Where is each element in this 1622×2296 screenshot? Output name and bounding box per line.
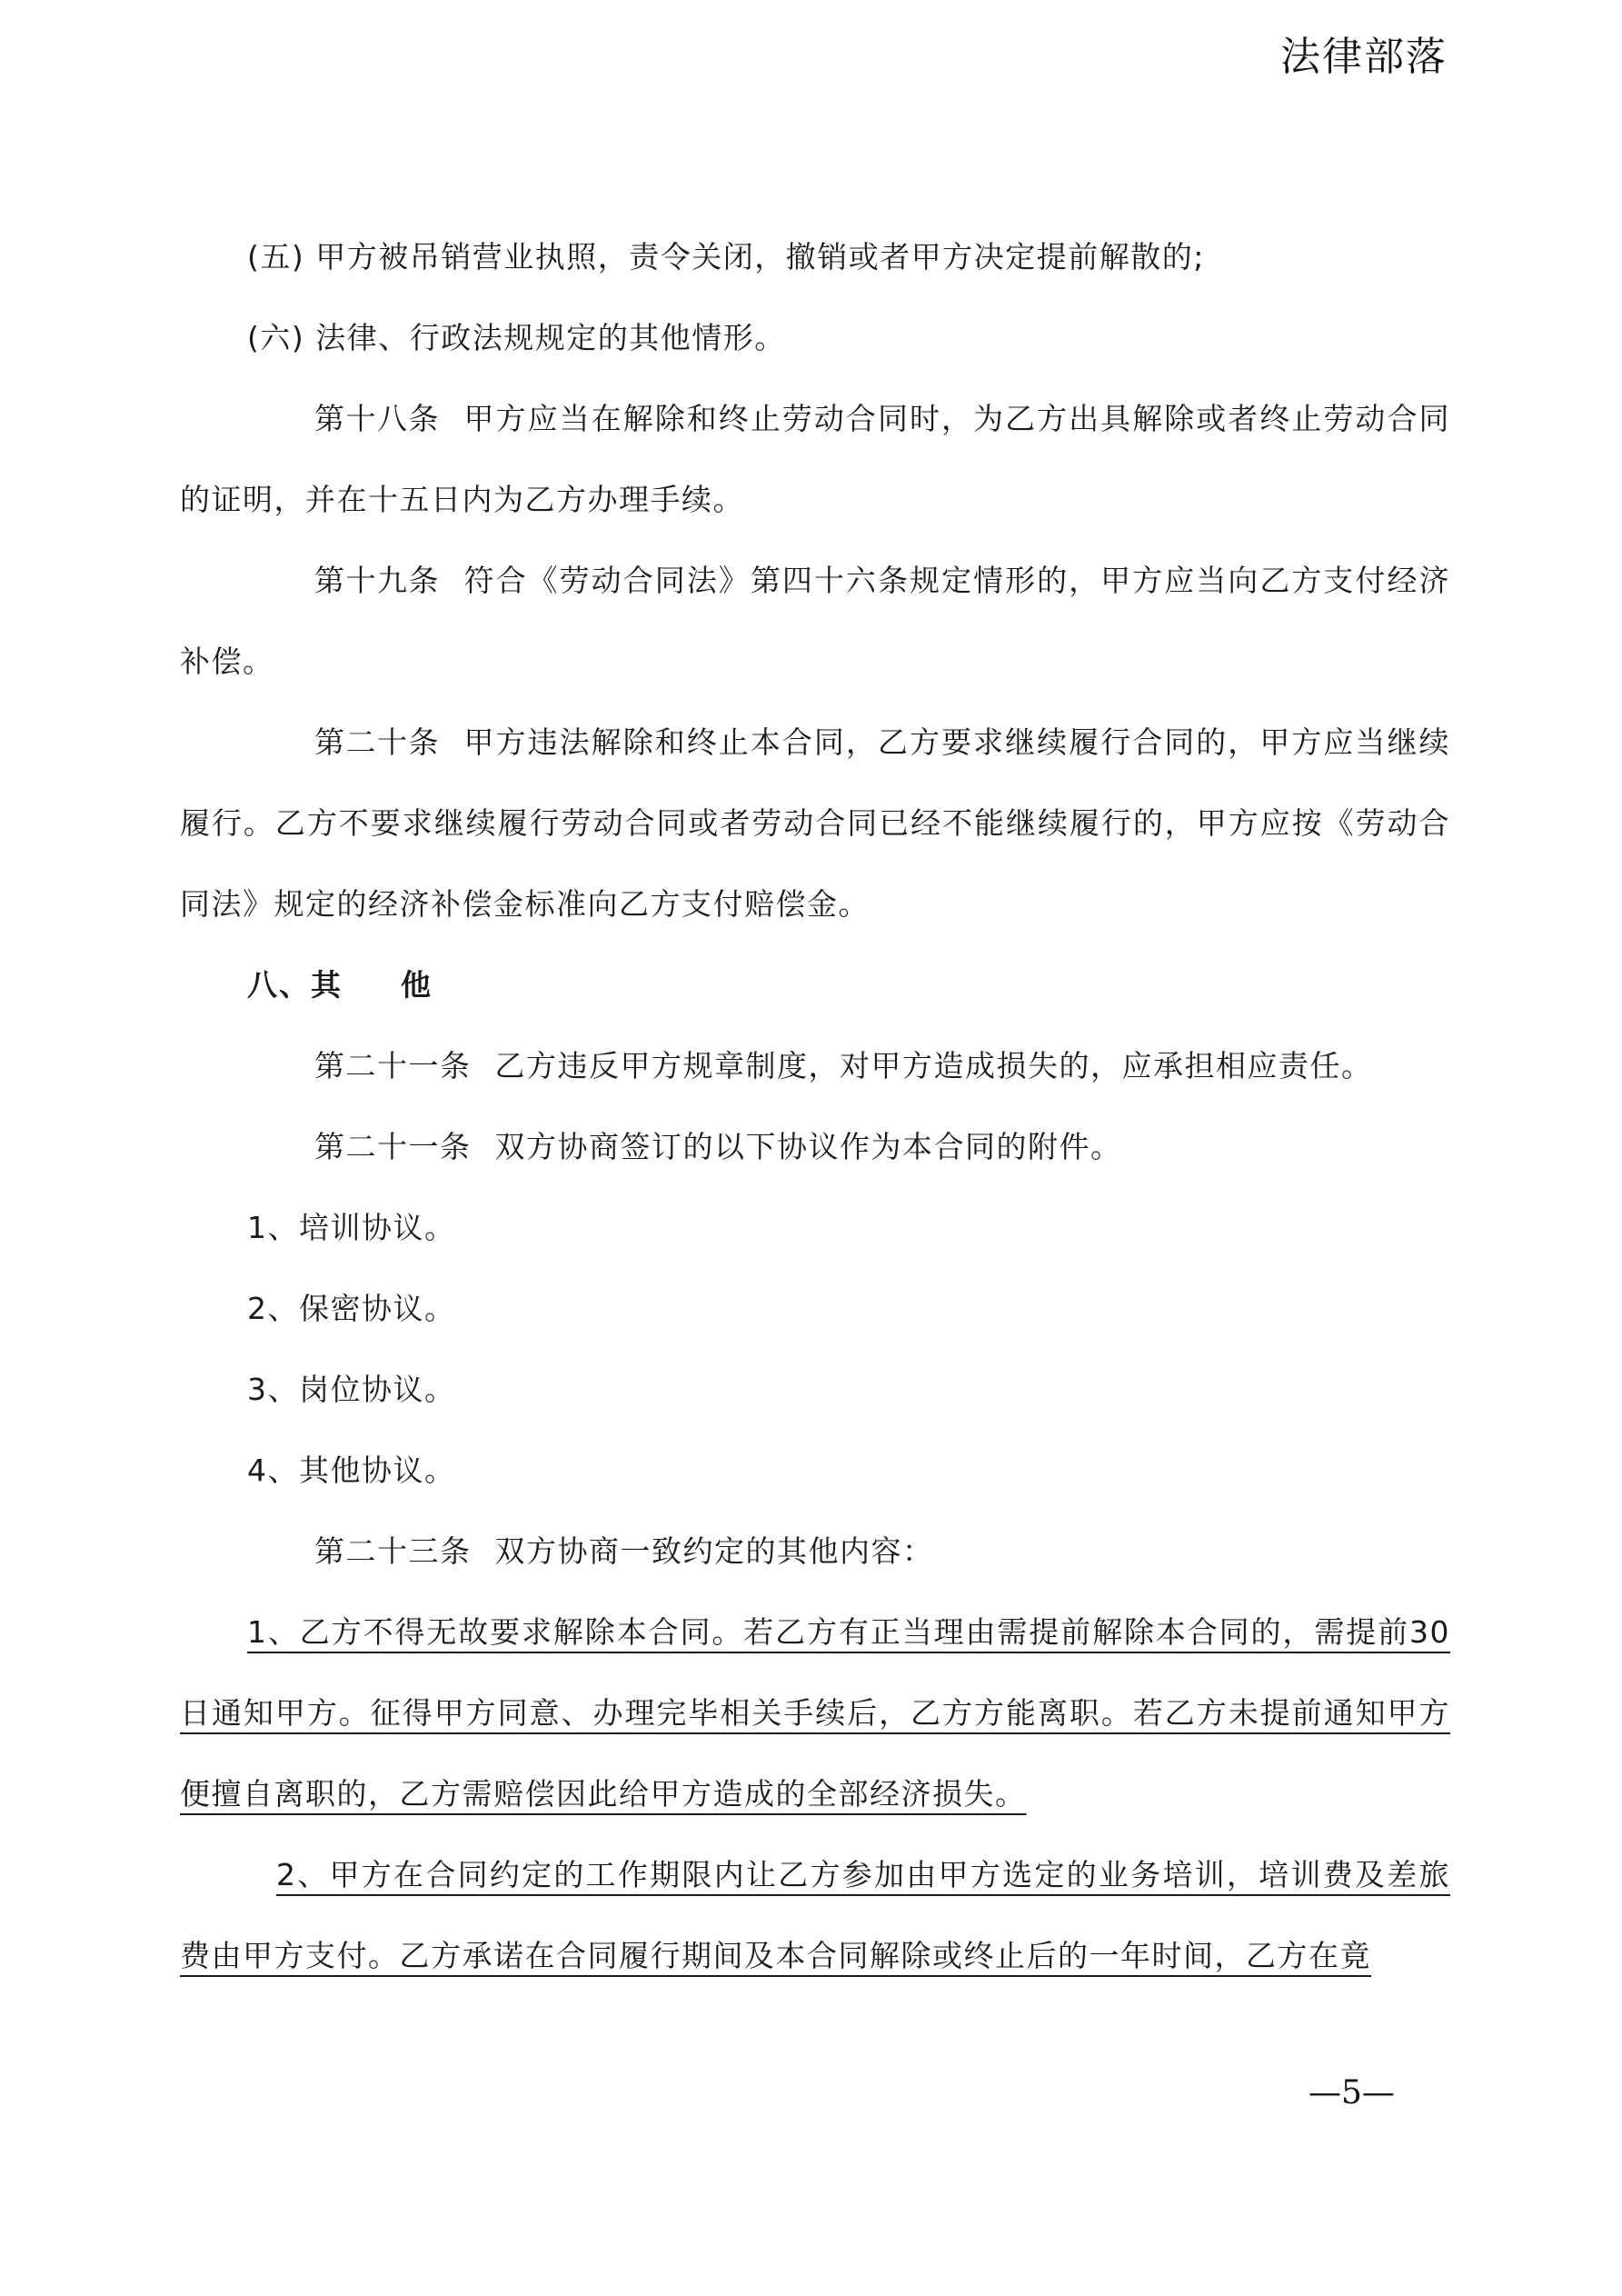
article-18-text: 甲方应当在解除和终止劳动合同时，为乙方出具解除或者终止劳动合同的证明，并在十五日内为乙方办理手续。 <box>180 401 1450 517</box>
page-number: —5— <box>1309 2074 1395 2111</box>
article-21a <box>180 1025 1450 1106</box>
article-19 <box>180 540 1450 702</box>
article-21b-text: 双方协商签订的以下协议作为本合同的附件。 <box>494 1129 1122 1164</box>
annex-item-4: 4、其他协议。 <box>247 1452 456 1488</box>
article-23-heading: 第二十三条 <box>314 1533 472 1569</box>
brand-header: 法律部落 <box>1280 34 1448 80</box>
section-8-title <box>180 944 1450 1025</box>
article-21a-text: 乙方违反甲方规章制度，对甲方造成损失的，应承担相应责任。 <box>494 1048 1373 1083</box>
article-21a-heading: 第二十一条 <box>314 1048 472 1083</box>
article-20-heading: 第二十条 <box>314 724 440 760</box>
other-clause-1-text: 1、乙方不得无故要求解除本合同。若乙方有正当理由需提前解除本合同的，需提前30日通知甲方。征得甲方同意、办理完毕相关手续后，乙方方能离职。若乙方未提前通知甲方便擅自离职的，乙方需赔偿因此给甲方造成的全部经济损失。 <box>180 1614 1450 1812</box>
section-8-title-part2: 他 <box>401 967 433 1003</box>
other-clause-2-text: 2、甲方在合同约定的工作期限内让乙方参加由甲方选定的业务培训，培训费及差旅费由甲方支付。乙方承诺在合同履行期间及本合同解除或终止后的一年时间，乙方在竟 <box>180 1857 1450 1973</box>
article-18-heading: 第十八条 <box>314 401 440 436</box>
article-21b-heading: 第二十一条 <box>314 1129 472 1164</box>
clause-item-6: (六) 法律、行政法规规定的其他情形。 <box>247 320 786 355</box>
document-body <box>180 216 1450 1996</box>
article-19-heading: 第十九条 <box>314 563 440 598</box>
other-clause-2 <box>180 1834 1450 1996</box>
annex-item-2: 2、保密协议。 <box>247 1291 456 1326</box>
article-18 <box>180 378 1450 540</box>
article-23 <box>180 1511 1450 1592</box>
article-20-text: 甲方违法解除和终止本合同，乙方要求继续履行合同的，甲方应当继续履行。乙方不要求继续履行劳动合同或者劳动合同已经不能继续履行的，甲方应按《劳动合同法》规定的经济补偿金标准向乙方支付赔偿金。 <box>180 724 1450 922</box>
annex-item-1: 1、培训协议。 <box>247 1210 456 1245</box>
annex-item-3: 3、岗位协议。 <box>247 1372 456 1407</box>
section-8-title-part1: 八、其 <box>247 967 343 1003</box>
clause-item-5: (五) 甲方被吊销营业执照，责令关闭，撤销或者甲方决定提前解散的; <box>247 239 1205 275</box>
article-23-text: 双方协商一致约定的其他内容： <box>494 1533 934 1569</box>
other-clause-1 <box>180 1592 1450 1834</box>
article-19-text: 符合《劳动合同法》第四十六条规定情形的，甲方应当向乙方支付经济补偿。 <box>180 563 1450 679</box>
article-21b <box>180 1106 1450 1187</box>
article-20 <box>180 702 1450 944</box>
